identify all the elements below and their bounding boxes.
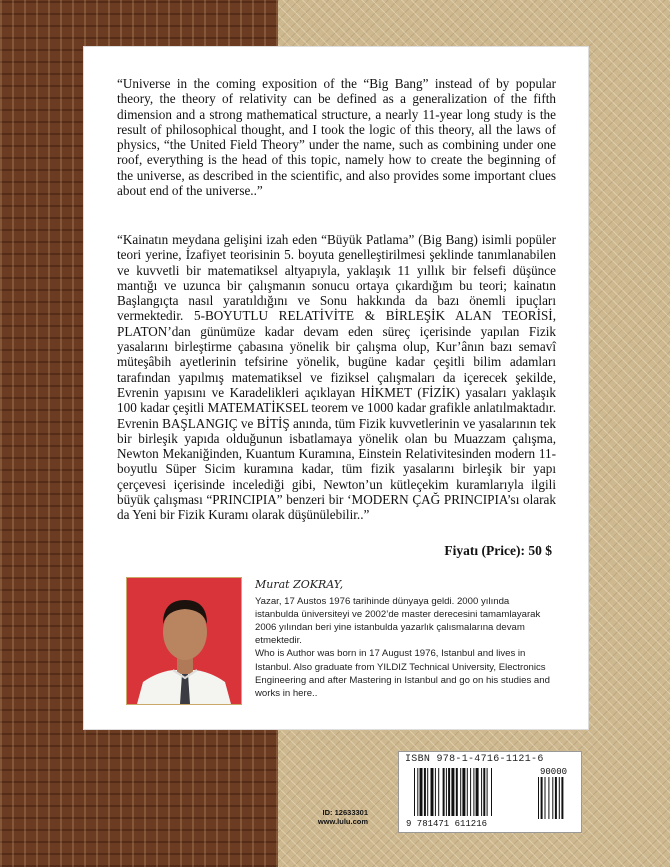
english-description [117, 76, 556, 198]
barcode [404, 766, 578, 828]
turkish-description [117, 232, 556, 523]
author-bio [255, 578, 552, 700]
author-signature: Murat ZOKRAY, [255, 578, 344, 591]
english-quote-text: “Universe in the coming exposition of the “Big Bang” instead of by popular theory, the theory of relativity can be defined as a generalization of the fifth dimension and a strong mathematical structure, a nearly 11-year long study is the result of philosophical thought, and I took the logic of this theory, all the laws of physics, “the United Field Theory” under the name, such as combining under one roof, everything is the head of this topic, namely how to create the beginning of the universe, as described in the scientific, and also provides some important clues about end of the universe..” [117, 76, 556, 199]
isbn-text: ISBN 978-1-4716-1121-6 [405, 754, 544, 765]
author-bio-english: Who is Author was born in 17 August 1976, Istanbul and lives in Istanbul. Also graduate from YILDIZ Technical University, Electronics Engineering and after Mastering in Istanbul and go on his studies and works in here.. [255, 648, 550, 699]
price-label: Fiyatı (Price): 50 $ [444, 543, 552, 558]
publisher-info [318, 808, 368, 826]
barcode-addon: 90000 [540, 767, 568, 777]
author-photo [126, 577, 242, 705]
id-number: ID: 12633301 [322, 808, 368, 817]
author-bio-turkish: Yazar, 17 Austos 1976 tarihinde dünyaya geldi. 2000 yılında istanbulda üniversiteyi ve 2002’de master derecesini tamamlayarak 2006 yılından beri yine istanbulda yazarlık çalısmalarına devam etmektedir. [255, 596, 541, 647]
website-link[interactable]: www.lulu.com [317, 817, 368, 826]
barcode-number: 9 781471 611216 [406, 819, 488, 828]
turkish-quote-text: “Kainatın meydana gelişini izah eden “Büyük Patlama” (Big Bang) isimli popüler teori yerine, İzafiyet teorisinin 5. boyuta genelleştirilmesi şeklinde tanımlanabilen ve kuvvetli bir matematiksel altyapıyla, yaklaşık 11 yıllık bir felsefi düşünce mantığı ve uzunca bir çalışmanın sonucu ortaya çıkardığım bu teori; kainatın Başlangıçta nasıl yaratıldığını ve Sonu hakkında da bazı önemli ipuçları vermektedir. 5-BOYUTLU RELATİVİTE & BİRLEŞİK ALAN TEORİSİ, PLATON’dan günümüze kadar devam eden süreç içerisinde yapılan Fizik yasalarını birleştirme çabasına yönelik bir çalışma olup, Kur’ânın bazı semavî müteşâbih ayetlerinin tefsirine yönelik, bugüne kadar çeşitli bilim adamları tarafından yapılmış matematiksel ve fiziksel çalışmaları da içerecek şekilde, Evrenin yapısını ve Karadelikleri açıklayan HİKMET (FİZİK) yasaları yaklaşık 100 kadar çeşitli MATEMATİKSEL teorem ve 1000 kadar grafikle anlatılmaktadır. Evrenin BAŞLANGIÇ ve BİTİŞ anında, tüm Fizik kuvvetlerinin ve yasalarının tek bir birleşik yapıda olduğunun isbatlamaya yönelik olan bu Muazzam çalışma, Newton Mekaniğinden, Kuantum Kuramına, Einstein Relativitesinden modern 11-boyutlu Süper Sicim kuramına kadar, tüm fizik yasalarını birleşik bir yapı çerçevesi içerisinde incelediği gibi, Newton’un kütleçekim kuramlarıyla ilgili büyük çalışması “PRINCIPIA” benzeri bir ‘MODERN ÇAĞ PRINCIPIA’sı olarak da Yeni bir Fizik Kuramı olarak düşünülebilir..” [117, 232, 556, 523]
